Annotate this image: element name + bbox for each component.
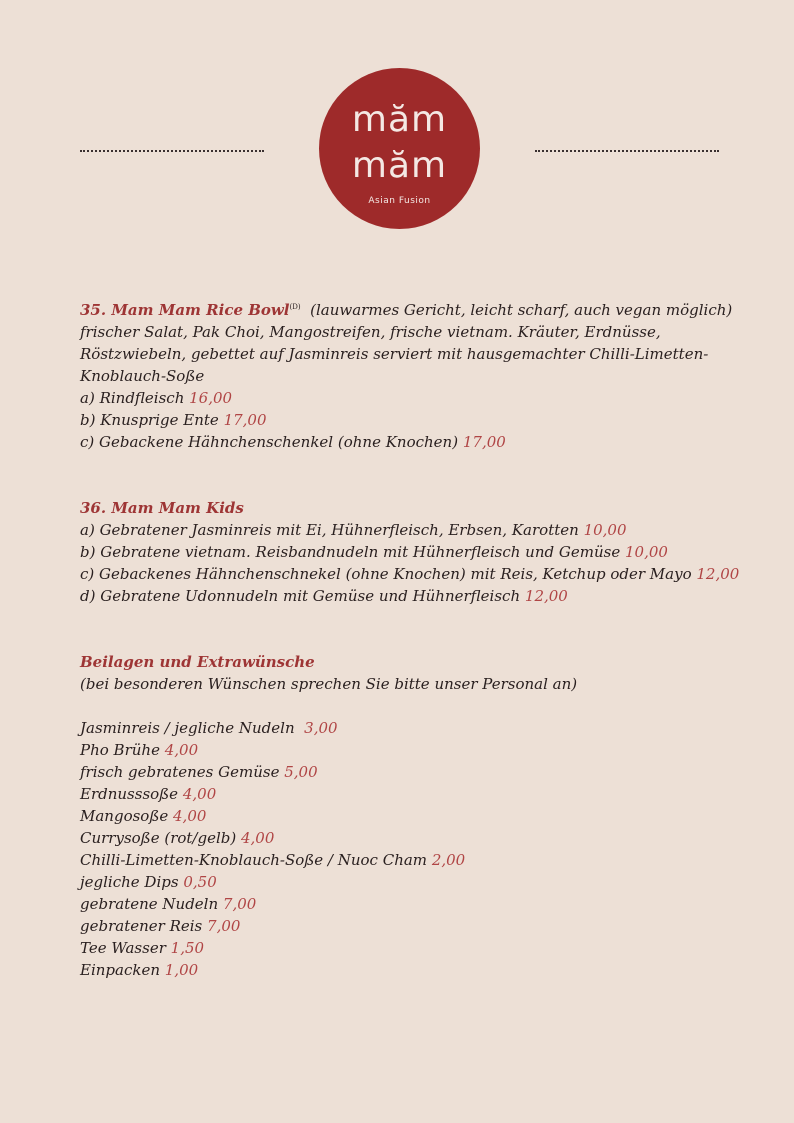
menu-item bbox=[80, 387, 740, 409]
item-label: Tee Wasser bbox=[80, 939, 166, 957]
item-label: c) Gebackene Hähnchenschenkel (ohne Knochen) bbox=[80, 433, 459, 451]
menu-item bbox=[80, 541, 740, 563]
item-label: b) Gebratene vietnam. Reisbandnudeln mit Hühnerfleisch und Gemüse bbox=[80, 543, 621, 561]
item-price: 5,00 bbox=[284, 763, 318, 781]
menu-item bbox=[80, 431, 740, 453]
item-price: 4,00 bbox=[241, 829, 275, 847]
item-label: a) Gebratener Jasminreis mit Ei, Hühnerfleisch, Erbsen, Karotten bbox=[80, 521, 579, 539]
section-35-note: (lauwarmes Gericht, leicht scharf, auch vegan möglich) bbox=[310, 301, 733, 319]
menu-item bbox=[80, 871, 740, 893]
item-label: Chilli-Limetten-Knoblauch-Soße / Nuoc Cham bbox=[80, 851, 428, 869]
menu-item bbox=[80, 585, 740, 607]
item-price: 12,00 bbox=[696, 565, 740, 583]
item-label: gebratene Nudeln bbox=[80, 895, 219, 913]
menu-item bbox=[80, 805, 740, 827]
item-price: 10,00 bbox=[624, 543, 668, 561]
menu-item bbox=[80, 959, 740, 981]
item-price: 7,00 bbox=[207, 917, 241, 935]
item-label: gebratener Reis bbox=[80, 917, 203, 935]
item-price: 0,50 bbox=[183, 873, 217, 891]
menu-item bbox=[80, 739, 740, 761]
section-35-description: frischer Salat, Pak Choi, Mangostreifen, frische vietnam. Kräuter, Erdnüsse, Röstzwiebeln, gebettet auf Jasminreis serviert mit hausgemachter Chilli-Limetten-Knoblauch-Soße bbox=[80, 323, 709, 385]
menu-item bbox=[80, 915, 740, 937]
menu-item bbox=[80, 563, 740, 585]
item-price: 4,00 bbox=[173, 807, 207, 825]
item-price: 16,00 bbox=[189, 389, 233, 407]
menu-item bbox=[80, 827, 740, 849]
item-price: 17,00 bbox=[462, 433, 506, 451]
logo bbox=[319, 68, 480, 229]
item-price: 4,00 bbox=[164, 741, 199, 759]
item-price: 12,00 bbox=[524, 587, 568, 605]
sides-items bbox=[80, 717, 740, 981]
item-label: Einpacken bbox=[80, 961, 160, 979]
item-price: 1,50 bbox=[170, 939, 205, 957]
logo-word-1: măm bbox=[351, 99, 448, 140]
menu-item bbox=[80, 717, 740, 739]
sides-title: Beilagen und Extrawünsche bbox=[80, 653, 315, 671]
section-36-title: 36. Mam Mam Kids bbox=[80, 499, 244, 517]
sides-note: (bei besonderen Wünschen sprechen Sie bitte unser Personal an) bbox=[80, 675, 578, 693]
menu-item bbox=[80, 761, 740, 783]
item-label: Pho Brühe bbox=[80, 741, 160, 759]
item-label: a) Rindfleisch bbox=[80, 389, 185, 407]
logo-word-2: măm bbox=[351, 145, 448, 186]
item-label: frisch gebratenes Gemüse bbox=[80, 763, 280, 781]
dotted-divider-right bbox=[535, 140, 719, 152]
item-label: Erdnusssoße bbox=[80, 785, 179, 803]
item-price: 3,00 bbox=[304, 719, 338, 737]
dotted-divider-left bbox=[80, 140, 264, 152]
item-label: Jasminreis / jegliche Nudeln bbox=[80, 719, 300, 737]
item-price: 1,00 bbox=[164, 961, 199, 979]
section-35-items bbox=[80, 387, 740, 453]
section-36-items bbox=[80, 519, 740, 607]
menu-item bbox=[80, 519, 740, 541]
item-price: 4,00 bbox=[182, 785, 217, 803]
menu-item bbox=[80, 409, 740, 431]
item-label: Currysoße (rot/gelb) bbox=[80, 829, 237, 847]
menu-item bbox=[80, 893, 740, 915]
item-label: b) Knusprige Ente bbox=[80, 411, 219, 429]
item-label: Mangosoße bbox=[80, 807, 169, 825]
menu-content bbox=[80, 299, 740, 981]
section-35-header bbox=[80, 299, 740, 321]
allergen-mark: (D) bbox=[289, 303, 301, 311]
menu-item bbox=[80, 783, 740, 805]
item-price: 2,00 bbox=[431, 851, 466, 869]
menu-item bbox=[80, 849, 740, 871]
logo-subtitle: Asian Fusion bbox=[368, 196, 431, 206]
item-label: jegliche Dips bbox=[80, 873, 179, 891]
item-price: 7,00 bbox=[222, 895, 257, 913]
section-35-title: 35. Mam Mam Rice Bowl bbox=[80, 301, 290, 319]
item-label: c) Gebackenes Hähnchenschnekel (ohne Knochen) mit Reis, Ketchup oder Mayo bbox=[80, 565, 692, 583]
item-label: d) Gebratene Udonnudeln mit Gemüse und Hühnerfleisch bbox=[80, 587, 521, 605]
item-price: 17,00 bbox=[223, 411, 267, 429]
menu-item bbox=[80, 937, 740, 959]
item-price: 10,00 bbox=[583, 521, 627, 539]
